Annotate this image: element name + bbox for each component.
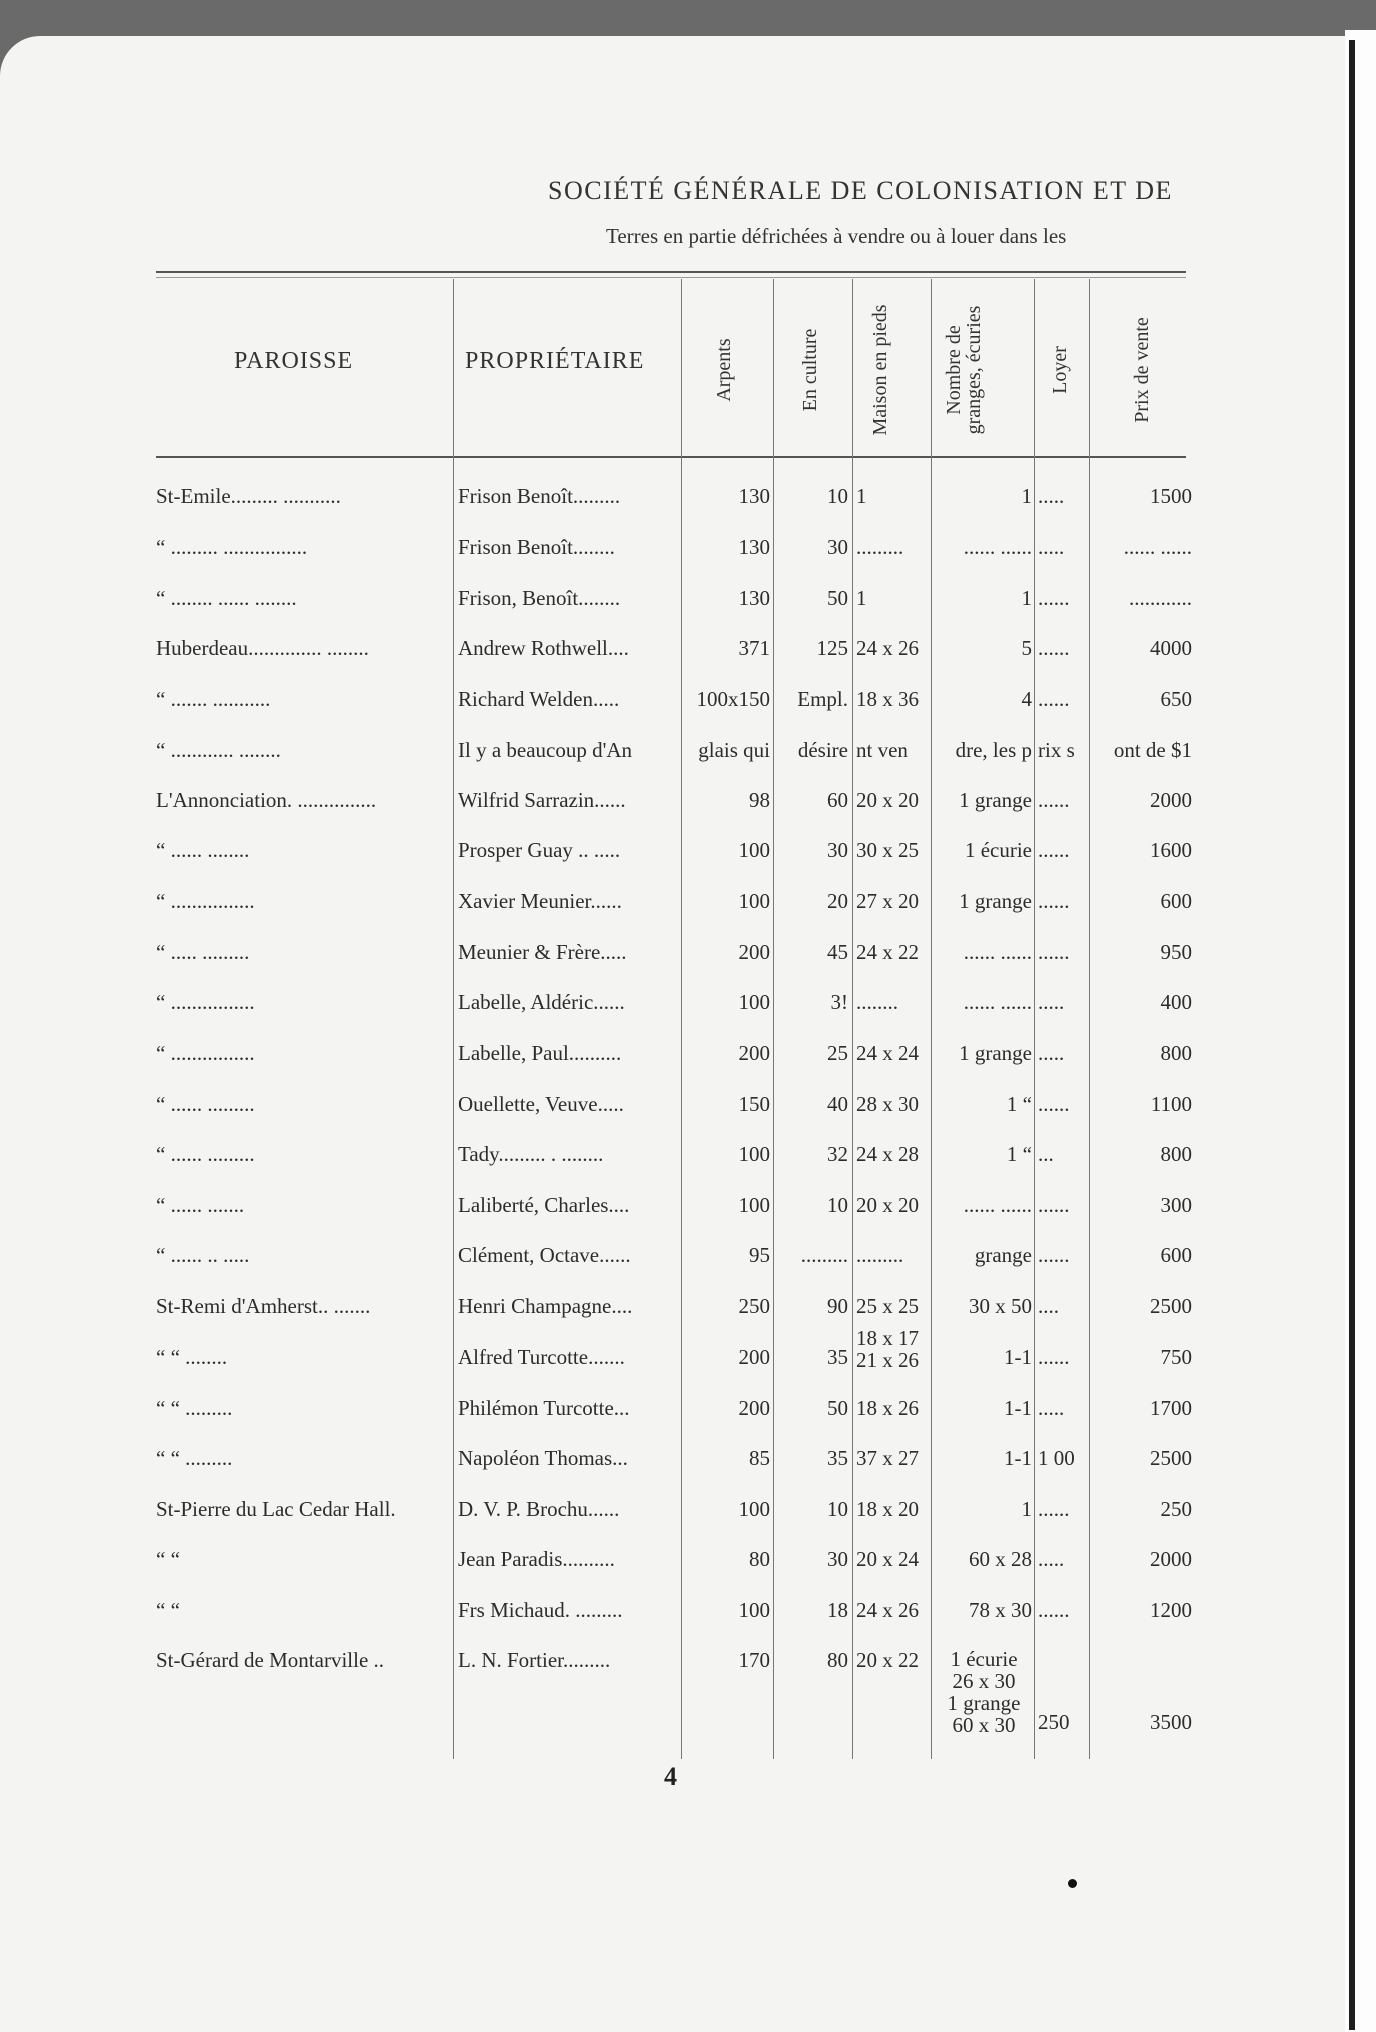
- row-loyer: .....: [1038, 535, 1065, 559]
- row-proprietaire: Alfred Turcotte.......: [458, 1345, 625, 1369]
- row-granges: ...... ......: [963, 1193, 1032, 1217]
- row-prix: 750: [1160, 1345, 1192, 1369]
- row-culture: 10: [827, 484, 848, 508]
- column-header-prix: Prix de vente: [1131, 317, 1153, 423]
- row-culture: 10: [827, 1497, 848, 1521]
- row-maison: 24 x 26: [856, 636, 919, 660]
- row-granges: 1 écurie: [964, 838, 1032, 862]
- row-arpents: 85: [749, 1446, 770, 1470]
- row-paroisse: St-Remi d'Amherst.. .......: [156, 1294, 371, 1318]
- column-divider: [1034, 279, 1035, 1759]
- row-prix: 4000: [1150, 636, 1192, 660]
- row-prix: 2500: [1150, 1446, 1192, 1470]
- row-arpents: 130: [738, 484, 770, 508]
- column-divider: [681, 279, 682, 1759]
- row-granges: 1: [1021, 586, 1032, 610]
- header-rule-top-thin: [156, 277, 1186, 278]
- row-maison: 37 x 27: [856, 1446, 919, 1470]
- row-culture: 40: [827, 1092, 848, 1116]
- row-prix: 600: [1160, 889, 1192, 913]
- row-proprietaire: D. V. P. Brochu......: [458, 1497, 620, 1521]
- row-arpents: 100: [738, 1497, 770, 1521]
- row-arpents: 100: [738, 1142, 770, 1166]
- row-paroisse: “ ................: [156, 1041, 255, 1065]
- row-proprietaire: Wilfrid Sarrazin......: [458, 788, 626, 812]
- row-granges: dre, les p: [955, 738, 1032, 762]
- row-maison: 18 x 26: [856, 1396, 919, 1420]
- column-header-granges: Nombre de granges, écuries: [943, 305, 985, 435]
- row-paroisse: “ “ ........: [156, 1345, 228, 1369]
- row-maison: 20 x 20: [856, 788, 919, 812]
- row-loyer: ......: [1038, 838, 1070, 862]
- row-maison: 20 x 24: [856, 1547, 919, 1571]
- row-paroisse: “ ........ ...... ........: [156, 586, 297, 610]
- row-prix: 800: [1160, 1041, 1192, 1065]
- row-paroisse: “ ............ ........: [156, 738, 281, 762]
- column-header-culture: En culture: [799, 328, 821, 412]
- row-culture: 60: [827, 788, 848, 812]
- row-granges: ...... ......: [963, 535, 1032, 559]
- row-culture: 20: [827, 889, 848, 913]
- row-proprietaire: Napoléon Thomas...: [458, 1446, 628, 1470]
- row-loyer: ......: [1038, 1193, 1070, 1217]
- row-prix: ...... ......: [1123, 535, 1192, 559]
- column-divider: [1089, 279, 1090, 1759]
- row-granges: 1 grange: [959, 1041, 1032, 1065]
- row-arpents: 250: [738, 1294, 770, 1318]
- column-divider: [852, 279, 853, 1759]
- row-arpents: 80: [749, 1547, 770, 1571]
- row-paroisse: St-Pierre du Lac Cedar Hall.: [156, 1497, 396, 1521]
- row-proprietaire: Frs Michaud. .........: [458, 1598, 623, 1622]
- row-paroisse: “ ...... .......: [156, 1193, 245, 1217]
- row-maison: ........: [856, 990, 898, 1014]
- row-prix: 3500: [1150, 1710, 1192, 1734]
- row-prix: 1200: [1150, 1598, 1192, 1622]
- row-paroisse: “ ......... ................: [156, 535, 308, 559]
- row-paroisse: “ ................: [156, 990, 255, 1014]
- row-culture: .........: [800, 1243, 848, 1267]
- row-culture: 125: [816, 636, 848, 660]
- row-paroisse: St-Emile......... ...........: [156, 484, 341, 508]
- row-proprietaire: Philémon Turcotte...: [458, 1396, 630, 1420]
- row-arpents: glais qui: [698, 738, 770, 762]
- row-loyer: ...: [1038, 1142, 1054, 1166]
- row-paroisse: Huberdeau.............. ........: [156, 636, 369, 660]
- row-granges: ...... ......: [963, 990, 1032, 1014]
- row-loyer: 250: [1038, 1710, 1070, 1734]
- row-proprietaire: Labelle, Paul..........: [458, 1041, 622, 1065]
- row-loyer: ....: [1038, 1294, 1059, 1318]
- row-maison: nt ven: [856, 738, 908, 762]
- column-header-loyer: Loyer: [1049, 346, 1071, 394]
- row-proprietaire: Tady......... . ........: [458, 1142, 604, 1166]
- row-prix: 250: [1160, 1497, 1192, 1521]
- row-culture: 50: [827, 586, 848, 610]
- row-proprietaire: Ouellette, Veuve.....: [458, 1092, 624, 1116]
- row-prix: ont de $1: [1113, 738, 1192, 762]
- row-proprietaire: Henri Champagne....: [458, 1294, 633, 1318]
- row-maison: 20 x 20: [856, 1193, 919, 1217]
- row-prix: 2000: [1150, 788, 1192, 812]
- row-proprietaire: Jean Paradis..........: [458, 1547, 615, 1571]
- column-header-proprietaire: PROPRIÉTAIRE: [465, 348, 645, 374]
- row-loyer: .....: [1038, 1396, 1065, 1420]
- row-loyer: ......: [1038, 940, 1070, 964]
- row-loyer: ......: [1038, 788, 1070, 812]
- row-culture: Empl.: [797, 687, 848, 711]
- row-loyer: .....: [1038, 1041, 1065, 1065]
- row-culture: 30: [827, 838, 848, 862]
- row-granges: 1-1: [1004, 1345, 1032, 1369]
- row-paroisse: “ ....... ...........: [156, 687, 271, 711]
- row-culture: 90: [827, 1294, 848, 1318]
- row-loyer: ......: [1038, 889, 1070, 913]
- row-proprietaire: Meunier & Frère.....: [458, 940, 627, 964]
- row-loyer: .....: [1038, 990, 1065, 1014]
- row-arpents: 100: [738, 1598, 770, 1622]
- row-granges: 60 x 28: [969, 1547, 1032, 1571]
- row-culture: 25: [827, 1041, 848, 1065]
- row-proprietaire: Il y a beaucoup d'An: [458, 738, 633, 762]
- row-culture: 30: [827, 1547, 848, 1571]
- row-proprietaire: Frison Benoît........: [458, 535, 615, 559]
- row-granges: ...... ......: [963, 940, 1032, 964]
- row-granges: grange: [974, 1243, 1032, 1267]
- row-prix: 1500: [1150, 484, 1192, 508]
- row-maison: 30 x 25: [856, 838, 919, 862]
- row-granges: 4: [1021, 687, 1032, 711]
- row-prix: 400: [1160, 990, 1192, 1014]
- row-maison: 24 x 22: [856, 940, 919, 964]
- row-paroisse: L'Annonciation. ...............: [156, 788, 377, 812]
- row-proprietaire: Andrew Rothwell....: [458, 636, 629, 660]
- row-maison: 25 x 25: [856, 1294, 919, 1318]
- row-paroisse: “ “ .........: [156, 1446, 233, 1470]
- row-loyer: 1 00: [1038, 1446, 1075, 1470]
- column-header-arpents: Arpents: [713, 338, 735, 402]
- row-paroisse: “ ...... .........: [156, 1142, 255, 1166]
- row-loyer: ......: [1038, 1497, 1070, 1521]
- row-culture: désire: [797, 738, 848, 762]
- row-culture: 30: [827, 535, 848, 559]
- row-loyer: ......: [1038, 586, 1070, 610]
- row-arpents: 100: [738, 990, 770, 1014]
- row-loyer: ......: [1038, 1243, 1070, 1267]
- row-granges: 1-1: [1004, 1446, 1032, 1470]
- row-prix: 1600: [1150, 838, 1192, 862]
- row-arpents: 130: [738, 535, 770, 559]
- row-maison: 24 x 28: [856, 1142, 919, 1166]
- row-culture: 32: [827, 1142, 848, 1166]
- row-arpents: 130: [738, 586, 770, 610]
- row-culture: 10: [827, 1193, 848, 1217]
- column-header-paroisse: PAROISSE: [234, 348, 354, 374]
- row-arpents: 170: [738, 1648, 770, 1672]
- row-granges: 30 x 50: [969, 1294, 1032, 1318]
- row-loyer: ......: [1038, 1598, 1070, 1622]
- row-arpents: 200: [738, 1345, 770, 1369]
- row-loyer: .....: [1038, 1547, 1065, 1571]
- row-culture: 18: [827, 1598, 848, 1622]
- column-divider: [773, 279, 774, 1759]
- facing-page-edge: [1345, 30, 1376, 2032]
- row-prix: 2000: [1150, 1547, 1192, 1571]
- row-paroisse: St-Gérard de Montarville ..: [156, 1648, 385, 1672]
- row-paroisse: “ ................: [156, 889, 255, 913]
- row-culture: 3!: [830, 990, 848, 1014]
- row-arpents: 100: [738, 889, 770, 913]
- row-maison: 18 x 20: [856, 1497, 919, 1521]
- row-paroisse: “ ..... .........: [156, 940, 250, 964]
- row-arpents: 98: [749, 788, 770, 812]
- row-arpents: 200: [738, 1041, 770, 1065]
- row-culture: 50: [827, 1396, 848, 1420]
- row-paroisse: “ ...... .. .....: [156, 1243, 250, 1267]
- row-arpents: 371: [738, 636, 770, 660]
- row-prix: 650: [1160, 687, 1192, 711]
- header-rule-top: [156, 271, 1186, 273]
- row-paroisse: “ ...... .........: [156, 1092, 255, 1116]
- row-maison: 28 x 30: [856, 1092, 919, 1116]
- row-granges: 1 grange: [959, 889, 1032, 913]
- row-loyer: ......: [1038, 1092, 1070, 1116]
- row-prix: 2500: [1150, 1294, 1192, 1318]
- row-culture: 45: [827, 940, 848, 964]
- row-prix: 1700: [1150, 1396, 1192, 1420]
- row-proprietaire: Clément, Octave......: [458, 1243, 631, 1267]
- row-proprietaire: Xavier Meunier......: [458, 889, 622, 913]
- row-loyer: ......: [1038, 1345, 1070, 1369]
- row-prix: 1100: [1150, 1092, 1192, 1116]
- row-proprietaire: L. N. Fortier.........: [458, 1648, 611, 1672]
- row-maison: 24 x 26: [856, 1598, 919, 1622]
- row-proprietaire: Labelle, Aldéric......: [458, 990, 625, 1014]
- row-granges: 5: [1021, 636, 1032, 660]
- row-arpents: 200: [738, 940, 770, 964]
- row-prix: 800: [1160, 1142, 1192, 1166]
- row-loyer: ......: [1038, 636, 1070, 660]
- row-prix: ............: [1129, 586, 1192, 610]
- row-maison: .........: [856, 1243, 904, 1267]
- row-prix: 300: [1160, 1193, 1192, 1217]
- print-speck: [1068, 1879, 1077, 1888]
- document-subtitle: Terres en partie défrichées à vendre ou à louer dans les: [606, 224, 1067, 248]
- row-maison: 18 x 36: [856, 687, 919, 711]
- row-culture: 35: [827, 1446, 848, 1470]
- row-granges: 1 “: [1006, 1092, 1032, 1116]
- row-prix: 950: [1160, 940, 1192, 964]
- row-paroisse: “ “: [156, 1547, 180, 1571]
- document-title: SOCIÉTÉ GÉNÉRALE DE COLONISATION ET DE: [548, 176, 1173, 205]
- row-paroisse: “ ...... ........: [156, 838, 250, 862]
- row-maison: 27 x 20: [856, 889, 919, 913]
- column-header-maison: Maison en pieds: [869, 304, 891, 436]
- row-proprietaire: Richard Welden.....: [458, 687, 620, 711]
- row-proprietaire: Laliberté, Charles....: [458, 1193, 630, 1217]
- header-rule-bottom: [156, 456, 1186, 458]
- row-paroisse: “ “ .........: [156, 1396, 233, 1420]
- row-maison: 20 x 22: [856, 1648, 919, 1672]
- row-proprietaire: Prosper Guay .. .....: [458, 838, 621, 862]
- row-maison: 1: [856, 586, 867, 610]
- row-maison: 1: [856, 484, 867, 508]
- row-granges: 1 écurie 26 x 30 1 grange 60 x 30: [947, 1647, 1021, 1737]
- row-granges: 1-1: [1004, 1396, 1032, 1420]
- row-granges: 1 “: [1006, 1142, 1032, 1166]
- row-granges: 1: [1021, 484, 1032, 508]
- row-arpents: 100: [738, 1193, 770, 1217]
- row-paroisse: “ “: [156, 1598, 180, 1622]
- row-granges: 78 x 30: [969, 1598, 1032, 1622]
- page-number: 4: [664, 1762, 677, 1791]
- row-proprietaire: Frison, Benoît........: [458, 586, 621, 610]
- row-granges: 1 grange: [959, 788, 1032, 812]
- row-proprietaire: Frison Benoît.........: [458, 484, 621, 508]
- row-loyer: rix s: [1038, 738, 1075, 762]
- row-maison: .........: [856, 535, 904, 559]
- row-arpents: 100: [738, 838, 770, 862]
- row-loyer: .....: [1038, 484, 1065, 508]
- row-prix: 600: [1160, 1243, 1192, 1267]
- row-arpents: 150: [738, 1092, 770, 1116]
- column-divider: [931, 279, 932, 1759]
- row-granges: 1: [1021, 1497, 1032, 1521]
- row-maison: 18 x 17 21 x 26: [856, 1326, 919, 1372]
- row-arpents: 95: [749, 1243, 770, 1267]
- row-culture: 35: [827, 1345, 848, 1369]
- row-maison: 24 x 24: [856, 1041, 919, 1065]
- row-loyer: ......: [1038, 687, 1070, 711]
- row-arpents: 200: [738, 1396, 770, 1420]
- row-arpents: 100x150: [696, 687, 770, 711]
- row-culture: 80: [827, 1648, 848, 1672]
